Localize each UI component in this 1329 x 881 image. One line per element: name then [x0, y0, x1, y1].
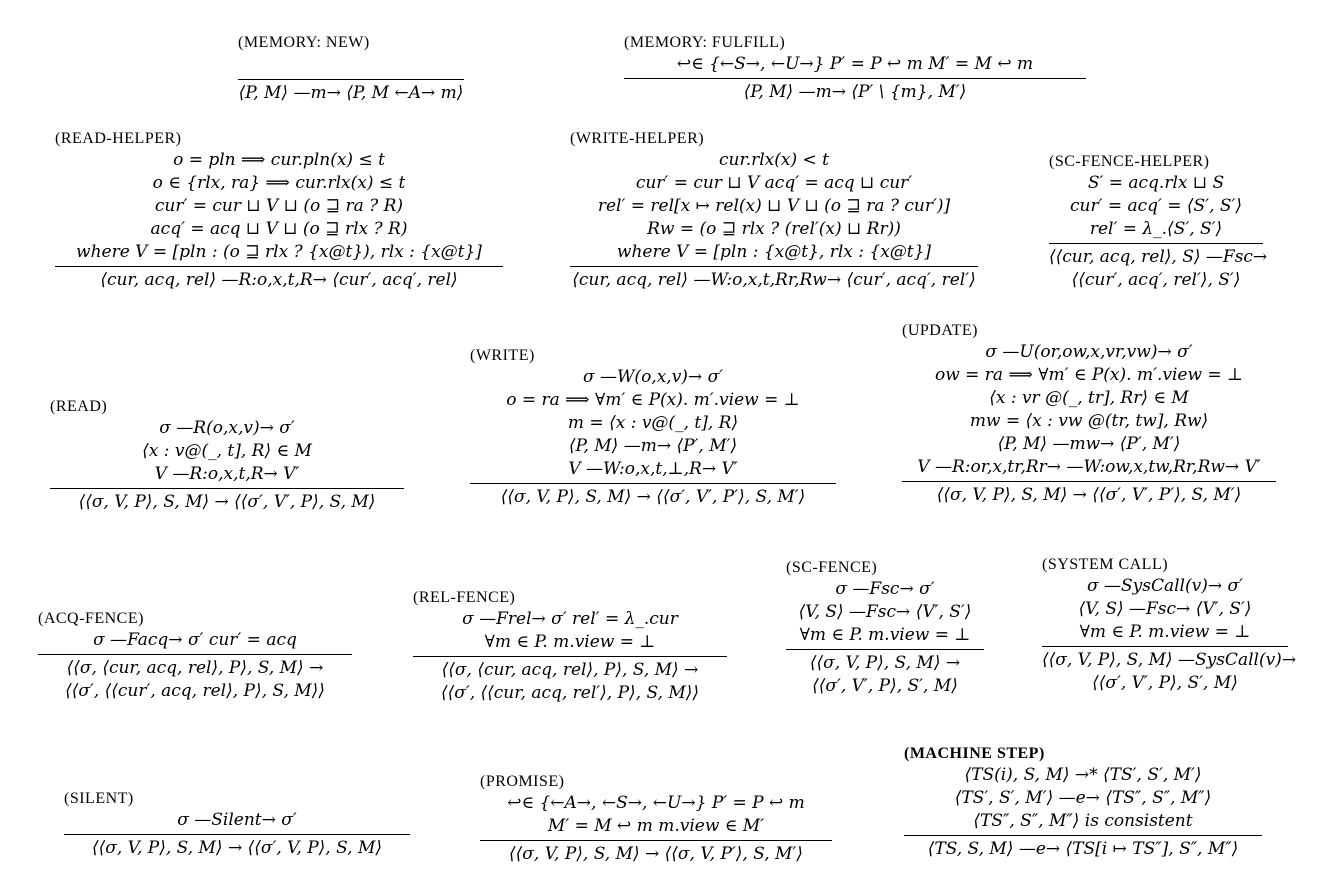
- premise-line: cur.rlx(x) < t: [718, 150, 830, 170]
- conclusion-line: ⟨⟨σ, V, P⟩, S, M⟩ →: [809, 653, 961, 673]
- premise-line: where V = [pln : {x@t}, rlx : {x@t}]: [616, 242, 932, 262]
- rule-read: [50, 397, 404, 514]
- rule-name: (SC-FENCE): [786, 559, 878, 576]
- rule-update: [902, 321, 1276, 507]
- premise-line: Rw = (o ⊒ rlx ? (rel′(x) ⊔ Rr)): [647, 219, 901, 239]
- premise-line: σ —Fsc→ σ′: [835, 579, 935, 599]
- conclusion-line: ⟨⟨σ′, V′, P⟩, S′, M⟩: [1092, 673, 1238, 693]
- rule-promise: [480, 772, 832, 866]
- conclusion-line: ⟨cur, acq, rel⟩ —W:o,x,t,Rr,Rw→ ⟨cur′, acq′, rel′⟩: [572, 270, 976, 290]
- premise-line: ⟨V, S⟩ —Fsc→ ⟨V′, S′⟩: [798, 602, 972, 622]
- rule-write-helper: [570, 129, 978, 292]
- premise-line: where V = [pln : (o ⊒ rlx ? {x@t}), rlx : {x@t}]: [76, 242, 482, 262]
- premise-line: mw = ⟨x : vw @(tr, tw], Rw⟩: [969, 411, 1209, 431]
- conclusion-line: ⟨⟨σ, ⟨cur, acq, rel⟩, P⟩, S, M⟩ →: [66, 658, 324, 678]
- conclusion-line: ⟨⟨cur′, acq′, rel′⟩, S′⟩: [1071, 270, 1241, 290]
- rule-memory-fulfill: [624, 33, 1086, 104]
- premise-line: ↩∈ {←A→, ←S→, ←U→} P′ = P ↩ m: [507, 793, 805, 813]
- premise-line: ow = ra ⟹ ∀m′ ∈ P(x). m′.view = ⊥: [934, 365, 1244, 385]
- inference-bar: [64, 834, 410, 835]
- rule-name: (MEMORY: FULFILL): [624, 34, 786, 51]
- premise-line: ⟨P, M⟩ —m→ ⟨P′, M′⟩: [568, 436, 738, 456]
- conclusion-line: ⟨⟨σ′, ⟨⟨cur′, acq, rel⟩, P⟩, S, M⟩⟩: [65, 681, 325, 701]
- premise-line: ↩∈ {←S→, ←U→} P′ = P ↩ m M′ = M ↩ m: [676, 54, 1034, 74]
- conclusion-line: ⟨⟨σ, ⟨cur, acq, rel⟩, P⟩, S, M⟩ →: [441, 660, 699, 680]
- premise-line: M′ = M ↩ m m.view ∈ M′: [547, 816, 765, 836]
- conclusion-line: ⟨cur, acq, rel⟩ —R:o,x,t,R→ ⟨cur′, acq′, rel⟩: [100, 270, 458, 290]
- premise-line: cur′ = acq′ = ⟨S′, S′⟩: [1069, 196, 1243, 216]
- rule-silent: [64, 789, 410, 860]
- inference-bar: [38, 654, 352, 655]
- premise-line: ⟨V, S⟩ —Fsc→ ⟨V′, S′⟩: [1078, 599, 1252, 619]
- inference-bar: [1042, 646, 1288, 647]
- premise-line: V —R:o,x,t,R→ V′: [154, 464, 300, 484]
- inference-bar: [238, 79, 464, 80]
- premise-line: σ —Frel→ σ′ rel′ = λ_.cur: [462, 609, 678, 629]
- conclusion-line: ⟨⟨σ, V, P⟩, S, M⟩ → ⟨⟨σ′, V, P⟩, S, M⟩: [91, 838, 383, 858]
- rule-name: (MACHINE STEP): [904, 745, 1045, 762]
- premise-line: cur′ = cur ⊔ V acq′ = acq ⊔ cur′: [635, 173, 913, 193]
- premise-line: ⟨TS(i), S, M⟩ →* ⟨TS′, S′, M′⟩: [964, 765, 1202, 785]
- conclusion-line: ⟨⟨σ′, V′, P⟩, S′, M⟩: [812, 676, 958, 696]
- premise-line: V —R:or,x,tr,Rr→ —W:ow,x,tw,Rr,Rw→ V′: [917, 457, 1261, 477]
- premise-line: o ∈ {rlx, ra} ⟹ cur.rlx(x) ≤ t: [152, 173, 406, 193]
- rule-name: (SYSTEM CALL): [1042, 556, 1169, 573]
- rule-name: (WRITE-HELPER): [570, 130, 705, 147]
- premise-line: rel′ = λ_.⟨S′, S′⟩: [1089, 219, 1223, 239]
- premise-line: ∀m ∈ P. m.view = ⊥: [1079, 622, 1251, 642]
- inference-bar: [470, 483, 836, 484]
- premise-line: σ —R(o,x,v)→ σ′: [159, 418, 295, 438]
- inference-bar: [480, 840, 832, 841]
- conclusion-line: ⟨P, M⟩ —m→ ⟨P′ \ {m}, M′⟩: [743, 82, 967, 102]
- conclusion-line: ⟨P, M⟩ —m→ ⟨P, M ←A→ m⟩: [238, 83, 464, 103]
- inference-bar: [902, 481, 1276, 482]
- conclusion-line: ⟨⟨σ′, ⟨⟨cur, acq, rel′⟩, P⟩, S, M⟩⟩: [440, 683, 699, 703]
- premise-line: rel′ = rel[x ↦ rel(x) ⊔ V ⊔ (o ⊒ ra ? cur′)]: [597, 196, 951, 216]
- rule-read-helper: [55, 129, 503, 292]
- rule-name: (PROMISE): [480, 773, 565, 790]
- premise-line: σ —Silent→ σ′: [177, 810, 297, 830]
- premise-line: m = ⟨x : v@(_, t], R⟩: [567, 413, 739, 433]
- conclusion-line: ⟨⟨σ, V, P⟩, S, M⟩ → ⟨⟨σ′, V′, P′⟩, S, M′⟩: [936, 485, 1242, 505]
- premise-line: ∀m ∈ P. m.view = ⊥: [799, 625, 971, 645]
- premise-line: σ —Facq→ σ′ cur′ = acq: [93, 630, 297, 650]
- rule-sc-fence-helper: [1049, 152, 1268, 292]
- inference-bar: [55, 266, 503, 267]
- rule-machine-step: [904, 744, 1262, 861]
- premise-line: V —W:o,x,t,⊥,R→ V′: [568, 459, 738, 479]
- rule-name: (ACQ-FENCE): [38, 610, 144, 627]
- premise-line: ⟨x : v@(_, t], R⟩ ∈ M: [142, 441, 312, 461]
- premise-line: σ —W(o,x,v)→ σ′: [582, 367, 724, 387]
- rule-name: (SC-FENCE-HELPER): [1049, 153, 1210, 170]
- inference-bar: [786, 649, 984, 650]
- rule-name: (READ-HELPER): [55, 130, 182, 147]
- premise-line: o = pln ⟹ cur.pln(x) ≤ t: [173, 150, 385, 170]
- premise-line: σ —U(or,ow,x,vr,vw)→ σ′: [985, 342, 1193, 362]
- conclusion-line: ⟨⟨σ, V, P⟩, S, M⟩ → ⟨⟨σ′, V′, P⟩, S, M⟩: [78, 492, 376, 512]
- premise-line: ⟨TS′, S′, M′⟩ —e→ ⟨TS″, S″, M″⟩: [954, 788, 1212, 808]
- premise-line: σ —SysCall(v)→ σ′: [1087, 576, 1243, 596]
- premise-line: cur′ = cur ⊔ V ⊔ (o ⊒ ra ? R): [154, 196, 404, 216]
- premise-line: ⟨x : vr @(_, tr], Rr⟩ ∈ M: [989, 388, 1189, 408]
- inference-bar: [624, 78, 1086, 79]
- rule-system-call: [1042, 555, 1297, 695]
- rule-name: (WRITE): [470, 347, 535, 364]
- conclusion-line: ⟨⟨cur, acq, rel⟩, S⟩ —Fsc→: [1049, 247, 1268, 267]
- inference-bar: [413, 656, 727, 657]
- rule-name: (READ): [50, 398, 108, 415]
- conclusion-line: ⟨⟨σ, V, P⟩, S, M⟩ —SysCall(v)→: [1042, 650, 1297, 670]
- inference-bar: [904, 835, 1262, 836]
- rule-write: [470, 346, 836, 509]
- rule-name: (SILENT): [64, 790, 134, 807]
- premise-line: acq′ = acq ⊔ V ⊔ (o ⊒ rlx ? R): [150, 219, 408, 239]
- rule-acq-fence: [38, 609, 352, 703]
- inference-bar: [50, 488, 404, 489]
- inference-bar: [570, 266, 978, 267]
- conclusion-line: ⟨⟨σ, V, P⟩, S, M⟩ → ⟨⟨σ, V, P′⟩, S, M′⟩: [509, 844, 803, 864]
- premise-line: S′ = acq.rlx ⊔ S: [1087, 173, 1225, 193]
- rule-memory-new: [238, 33, 464, 105]
- premise-line: o = ra ⟹ ∀m′ ∈ P(x). m′.view = ⊥: [506, 390, 800, 410]
- premise-line: ⟨TS″, S″, M″⟩ is consistent: [973, 811, 1193, 831]
- premise-line: ∀m ∈ P. m.view = ⊥: [484, 632, 656, 652]
- rule-name: (UPDATE): [902, 322, 978, 339]
- rule-rel-fence: [413, 588, 727, 705]
- conclusion-line: ⟨⟨σ, V, P⟩, S, M⟩ → ⟨⟨σ′, V′, P′⟩, S, M′⟩: [500, 487, 806, 507]
- rule-name: (MEMORY: NEW): [238, 34, 370, 51]
- conclusion-line: ⟨TS, S, M⟩ —e→ ⟨TS[i ↦ TS″], S″, M″⟩: [927, 839, 1239, 859]
- rule-sc-fence: [786, 558, 984, 698]
- inference-bar: [1049, 243, 1263, 244]
- premise-line: ⟨P, M⟩ —mw→ ⟨P′, M′⟩: [997, 434, 1181, 454]
- rule-name: (REL-FENCE): [413, 589, 516, 606]
